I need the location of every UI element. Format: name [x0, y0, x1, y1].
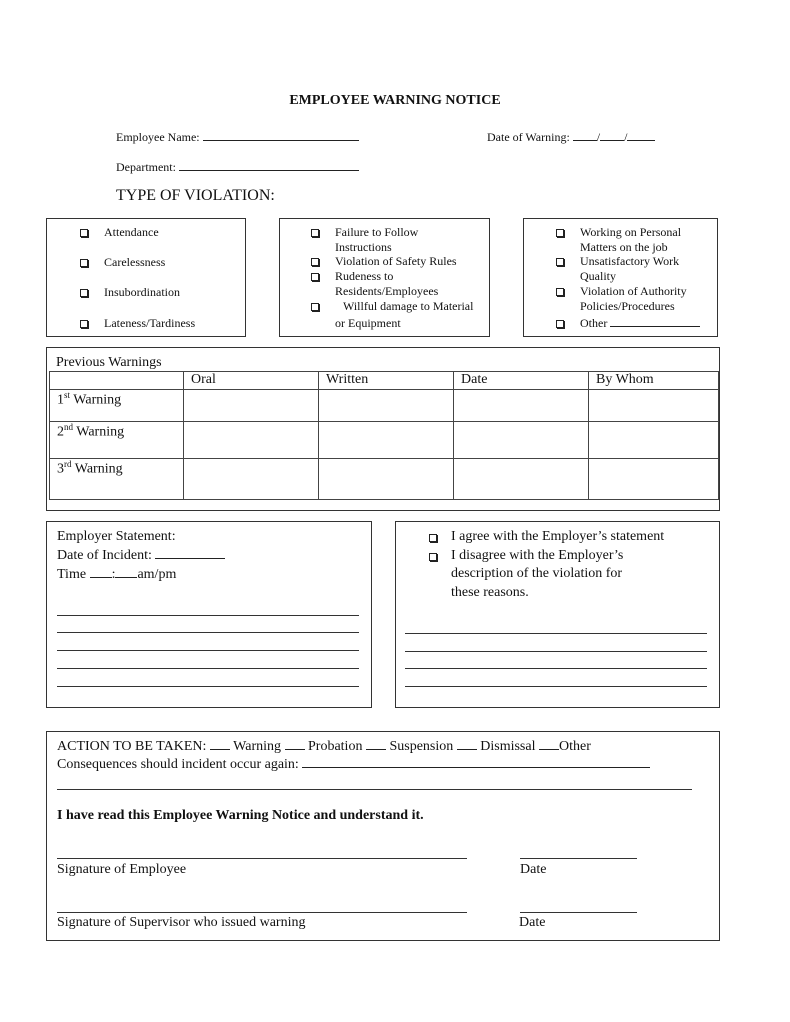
date-day-input[interactable]	[600, 128, 624, 141]
checkbox-icon[interactable]	[311, 229, 319, 237]
violation-lateness[interactable]: Lateness/Tardiness	[104, 316, 195, 331]
table-row	[50, 390, 719, 422]
checkbox-icon[interactable]	[556, 320, 564, 328]
statement-line[interactable]	[57, 632, 359, 633]
checkbox-icon[interactable]	[429, 553, 437, 561]
date-year-input[interactable]	[627, 128, 655, 141]
signature-supervisor-label: Signature of Supervisor who issued warning	[57, 915, 306, 930]
checkbox-icon[interactable]	[556, 288, 564, 296]
violation-willful-damage[interactable]: Willful damage to Material or Equipment	[335, 298, 485, 332]
violation-attendance[interactable]: Attendance	[104, 225, 159, 240]
signature-employee-label: Signature of Employee	[57, 862, 187, 877]
action-probation-blank[interactable]	[285, 737, 305, 750]
statement-line[interactable]	[57, 668, 359, 669]
reason-line[interactable]	[405, 668, 707, 669]
employee-name-field[interactable]	[116, 128, 359, 145]
consequences-field[interactable]: Consequences should incident occur again:	[57, 755, 650, 773]
table-row	[50, 459, 719, 500]
statement-line[interactable]	[57, 686, 359, 687]
date-of-incident-input[interactable]	[155, 546, 225, 559]
employer-statement-text	[57, 528, 225, 584]
cell-date[interactable]	[454, 459, 589, 500]
row-label-1st: 1st Warning	[50, 390, 184, 422]
violation-personal-matters[interactable]: Working on Personal Matters on the job	[580, 225, 705, 254]
form-title: EMPLOYEE WARNING NOTICE	[289, 93, 501, 108]
supervisor-date-label: Date	[519, 915, 546, 930]
supervisor-date-line[interactable]	[520, 912, 637, 913]
acknowledgement-text: I have read this Employee Warning Notice and understand it.	[57, 808, 424, 823]
employee-date-line[interactable]	[520, 858, 637, 859]
time-field[interactable]: Time : am/pm	[57, 567, 177, 582]
employee-response-text: I agree with the Employer’s statement I disagree with the Employer’s description of the violation for these reasons.	[451, 528, 664, 602]
action-warning-blank[interactable]	[210, 737, 230, 750]
cell-date[interactable]	[454, 422, 589, 459]
employee-name-input[interactable]	[203, 128, 359, 141]
employer-statement-heading: Employer Statement:	[57, 529, 176, 544]
action-dismissal-blank[interactable]	[457, 737, 477, 750]
reason-line[interactable]	[405, 686, 707, 687]
disagree-option[interactable]: I disagree with the Employer’s	[451, 547, 664, 566]
consequences-input[interactable]	[302, 755, 650, 768]
reason-line[interactable]	[405, 651, 707, 652]
cell-oral[interactable]	[184, 459, 319, 500]
supervisor-signature-line[interactable]	[57, 912, 467, 913]
cell-by-whom[interactable]	[589, 390, 719, 422]
action-to-be-taken: ACTION TO BE TAKEN: Warning Probation Suspension Dismissal Other	[57, 739, 591, 754]
cell-date[interactable]	[454, 390, 589, 422]
time-minute-input[interactable]	[115, 565, 137, 578]
violation-insubordination[interactable]: Insubordination	[104, 285, 180, 300]
table-header-row	[50, 372, 719, 390]
checkbox-icon[interactable]	[80, 229, 88, 237]
agree-option[interactable]: I agree with the Employer’s statement	[451, 528, 664, 547]
cell-oral[interactable]	[184, 422, 319, 459]
violation-rudeness[interactable]: Rudeness to Residents/Employees	[335, 269, 455, 298]
employee-signature-line[interactable]	[57, 858, 467, 859]
cell-by-whom[interactable]	[589, 422, 719, 459]
checkbox-icon[interactable]	[80, 289, 88, 297]
action-suspension-blank[interactable]	[366, 737, 386, 750]
date-of-warning-field[interactable]: Date of Warning: / /	[487, 128, 655, 145]
statement-line[interactable]	[57, 650, 359, 651]
other-violation-input[interactable]	[610, 316, 700, 327]
violation-failure-to-follow[interactable]: Failure to Follow Instructions	[335, 225, 475, 254]
column-by-whom: By Whom	[589, 372, 719, 390]
cell-written[interactable]	[319, 390, 454, 422]
consequences-line[interactable]	[57, 789, 692, 790]
type-of-violation-heading: TYPE OF VIOLATION:	[116, 187, 275, 204]
checkbox-icon[interactable]	[429, 534, 437, 542]
row-label-3rd: 3rd Warning	[50, 459, 184, 500]
column-written: Written	[319, 372, 454, 390]
checkbox-icon[interactable]	[311, 258, 319, 266]
checkbox-icon[interactable]	[311, 273, 319, 281]
cell-written[interactable]	[319, 459, 454, 500]
employee-name-label: Employee Name:	[116, 130, 200, 144]
violation-work-quality[interactable]: Unsatisfactory Work Quality	[580, 254, 705, 283]
checkbox-icon[interactable]	[80, 320, 88, 328]
checkbox-icon[interactable]	[556, 229, 564, 237]
checkbox-icon[interactable]	[80, 259, 88, 267]
employee-date-label: Date	[520, 862, 547, 877]
action-other-blank[interactable]	[539, 737, 559, 750]
previous-warnings-table	[49, 371, 719, 500]
date-of-incident-field[interactable]: Date of Incident:	[57, 546, 225, 565]
cell-written[interactable]	[319, 422, 454, 459]
violation-safety-rules[interactable]: Violation of Safety Rules	[335, 254, 457, 269]
cell-oral[interactable]	[184, 390, 319, 422]
violation-carelessness[interactable]: Carelessness	[104, 255, 165, 270]
checkbox-icon[interactable]	[311, 303, 319, 311]
statement-line[interactable]	[57, 615, 359, 616]
row-label-2nd: 2nd Warning	[50, 422, 184, 459]
previous-warnings-heading: Previous Warnings	[56, 355, 162, 370]
date-of-warning-label: Date of Warning:	[487, 130, 570, 144]
violation-other[interactable]: Other	[580, 316, 700, 331]
violation-authority-policies[interactable]: Violation of Authority Policies/Procedures	[580, 284, 705, 313]
column-date: Date	[454, 372, 589, 390]
checkbox-icon[interactable]	[556, 258, 564, 266]
department-label: Department:	[116, 160, 176, 174]
cell-by-whom[interactable]	[589, 459, 719, 500]
time-hour-input[interactable]	[90, 565, 112, 578]
date-month-input[interactable]	[573, 128, 597, 141]
table-row	[50, 422, 719, 459]
department-input[interactable]	[179, 158, 359, 171]
department-field[interactable]	[116, 158, 359, 175]
column-oral: Oral	[184, 372, 319, 390]
reason-line[interactable]	[405, 633, 707, 634]
